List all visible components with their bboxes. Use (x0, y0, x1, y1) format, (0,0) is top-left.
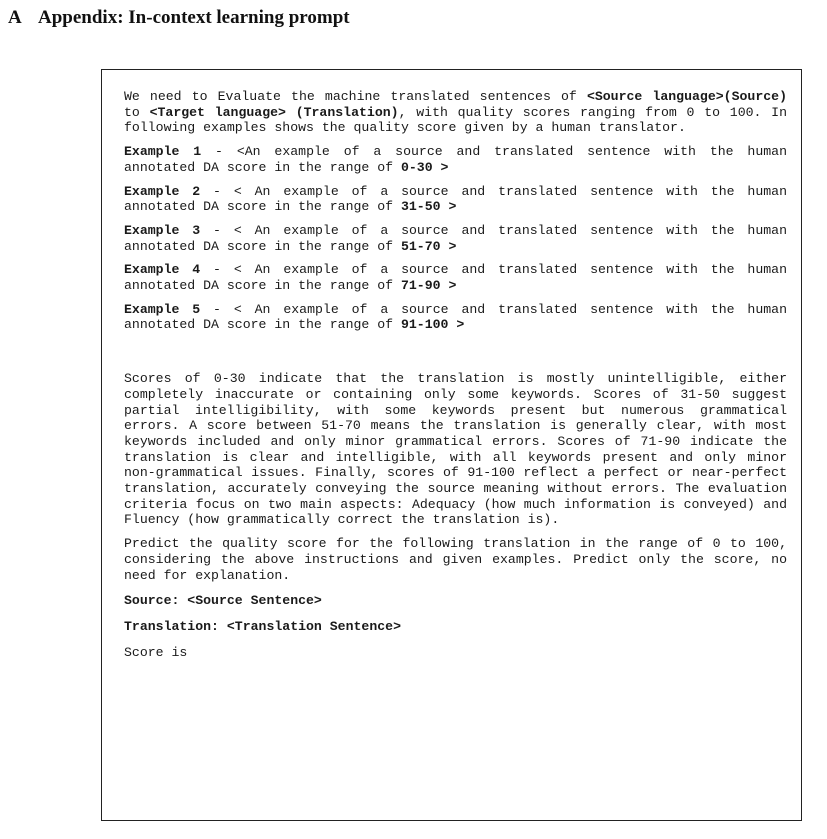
appendix-heading (8, 7, 350, 29)
example-range: 71-90 (400, 278, 441, 294)
example-range: 91-100 (400, 317, 449, 333)
example-end: > (440, 199, 457, 215)
source-language-placeholder: <Source language>(Source) (586, 89, 787, 104)
example-end: > (440, 278, 457, 294)
example-label: Example 4 (124, 262, 201, 278)
example-end: > (440, 238, 457, 254)
example-text: - < An example of a source and translated sentence with the human annotated DA score in the range of (124, 222, 787, 254)
score-line: Score is (124, 644, 188, 660)
target-language-placeholder: <Target language> (Translation) (149, 104, 399, 120)
appendix-title: Appendix: In-context learning prompt (38, 7, 350, 28)
example-range: 51-70 (400, 238, 441, 254)
prompt-text (124, 89, 787, 660)
intro-text-1: We need to Evaluate the machine translated sentences of (124, 89, 587, 104)
source-line: Source: <Source Sentence> (124, 593, 322, 609)
example-5 (124, 302, 787, 333)
example-text: - < An example of a source and translated sentence with the human annotated DA score in the range of (124, 262, 787, 294)
appendix-number: A (8, 7, 22, 28)
intro-text-3: , with quality scores ranging from 0 to 100. In following examples shows the quality score given by a human translator. (124, 104, 788, 136)
example-label: Example 5 (124, 301, 201, 317)
intro-paragraph (124, 89, 787, 136)
example-4 (124, 262, 787, 293)
example-range: 0-30 (400, 159, 433, 175)
example-text: - < An example of a source and translated sentence with the human annotated DA score in the range of (124, 183, 787, 215)
intro-text-2: to (124, 104, 150, 120)
instruction-paragraph: Predict the quality score for the following translation in the range of 0 to 100, considering the above instructions and given examples. Predict only the score, no need for explanation. (124, 536, 787, 583)
prompt-box (101, 69, 802, 821)
example-label: Example 1 (124, 144, 202, 160)
example-label: Example 2 (124, 183, 201, 199)
example-3 (124, 223, 787, 254)
example-text: - < An example of a source and translated sentence with the human annotated DA score in the range of (124, 301, 787, 333)
example-text: - <An example of a source and translated sentence with the human annotated DA score in the range of (124, 144, 787, 175)
criteria-paragraph: Scores of 0-30 indicate that the translation is mostly unintelligible, either completely inaccurate or containing only some keywords. Scores of 31-50 suggest partial intelligibility, with some keywords present but numerous grammatical errors. A score between 51-70 means the translation is generally clear, with most keywords included and only minor grammatical errors. Scores of 71-90 indicate the translation is clear and intelligible, with all keywords present and only minor non-grammatical issues. Finally, scores of 91-100 reflect a perfect or near-perfect translation, accurately conveying the source meaning without errors. The evaluation criteria focus on two main aspects: Adequacy (how much information is conveyed) and Fluency (how grammatically correct the translation is). (124, 371, 787, 528)
example-end: > (448, 317, 465, 333)
example-1 (124, 144, 787, 175)
example-end: > (432, 159, 449, 175)
example-2 (124, 184, 787, 215)
translation-line: Translation: <Translation Sentence> (124, 618, 401, 634)
example-label: Example 3 (124, 222, 201, 238)
example-range: 31-50 (400, 199, 441, 215)
